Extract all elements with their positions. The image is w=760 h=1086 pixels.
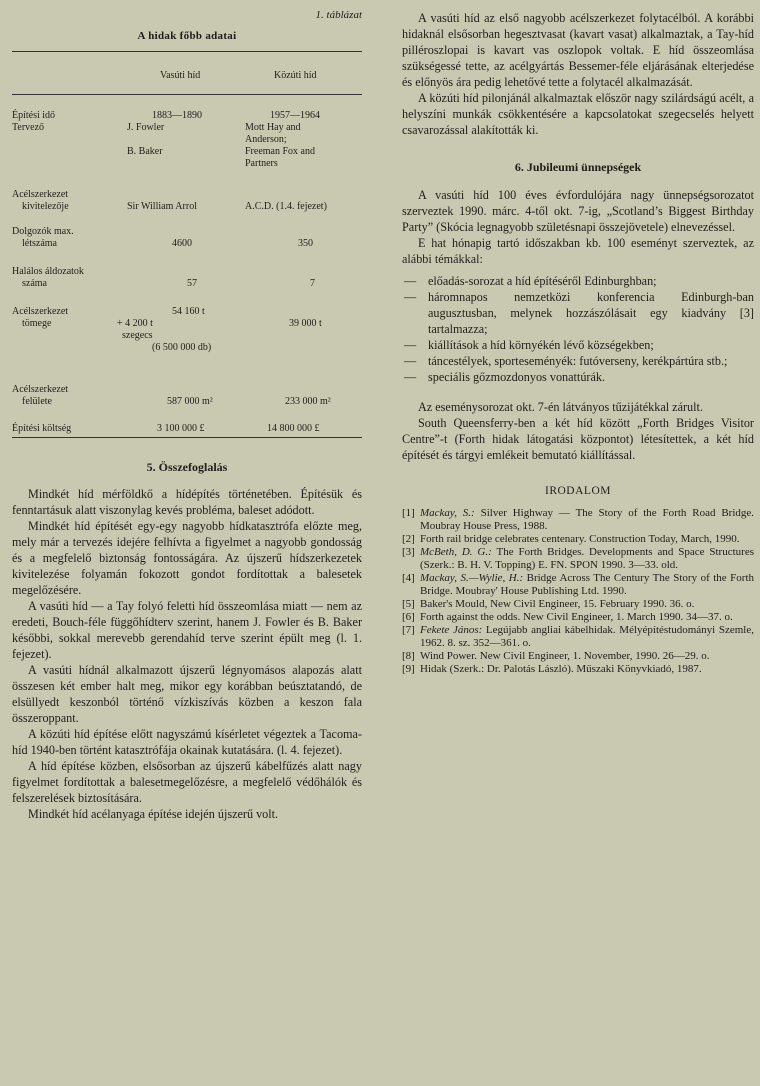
list-item [402, 273, 754, 289]
reference-item [402, 546, 754, 572]
table-title: A hidak főbb adatai [137, 30, 237, 42]
paragraph: A közúti híd pilonjánál alkalmaztak először nagy szilárdságú acélt, a helyszíni munkák csökkentésére a kapcsolatokat szegecselés helyett csavarozással alakították ki. [402, 91, 754, 137]
row-label: Halálos áldozatok [12, 266, 84, 277]
list-dash: — [404, 354, 417, 368]
list-item-text: háromnapos nemzetközi konferencia Edinburgh-ban augusztusban, melynek hozzászólásait egy kiadvány [3] tartalmazza; [428, 290, 754, 336]
road-bridge-value: 39 000 t [289, 318, 322, 329]
reference-text: Legújabb angliai kábelhidak. Mélyépítéstudományi Szemle, 1962. 8. sz. 352—361. o. [420, 624, 754, 649]
reference-text: Hidak (Szerk.: Dr. Palotás László). Műszaki Könyvkiadó, 1987. [420, 663, 702, 675]
row-label: Építési költség [12, 423, 72, 434]
list-item [402, 369, 754, 385]
paragraph: A vasúti híd az első nagyobb acélszerkezet folytacélból. A korábbi hidaknál elsősorban hegesztvasat (kavart vasat) alkalmaztak, a Tay-híd pilléroszlopai is kavart vas oszlopok voltak. E híd összeomlása szükségessé tette, az acélgyártás Bessemer-féle eljárásának elterjedése és előnyös ára pedig lehetővé tette a folytacél alkalmazását. [402, 11, 754, 89]
reference-item [402, 572, 754, 598]
reference-text: Bridge Across The Century The Story of the Forth Bridge. Moubray' House Publishing Ltd. 1990. [420, 572, 755, 597]
reference-list [402, 507, 754, 676]
row-label: száma [22, 278, 47, 289]
reference-number: [4] [402, 572, 415, 584]
rail-bridge-value: 587 000 m² [167, 396, 213, 407]
reference-item [402, 650, 754, 663]
column-header-road: Közúti híd [274, 70, 317, 81]
list-item-text: előadás-sorozat a híd építéséről Edinburghban; [428, 274, 657, 288]
list-dash: — [404, 274, 417, 288]
rail-bridge-value: (6 500 000 db) [152, 342, 212, 353]
rail-bridge-value: B. Baker [127, 146, 163, 157]
reference-number: [3] [402, 546, 415, 558]
paragraph: A híd építése közben, elsősorban az újszerű kábelfűzés alatt nagy figyelmet fordítottak a balesetmegelőzésre, a megfelelő védőhálók és felszerelések biztosítására. [12, 759, 362, 805]
road-bridge-value: Mott Hay and [245, 122, 301, 133]
reference-number: [5] [402, 598, 415, 610]
list-dash: — [404, 338, 417, 352]
list-dash: — [404, 370, 417, 384]
rail-bridge-value: + 4 200 t [117, 318, 153, 329]
section-title: 6. Jubileumi ünnepségek [514, 160, 642, 174]
paragraph: South Queensferry-ben a két híd között „Forth Bridges Visitor Centre”-t (Forth hidak látogatási központot) létesítettek, a két híd építését és tárgyi emlékeit bemutató kiállítással. [402, 416, 754, 462]
list-item [402, 289, 754, 337]
table-top-rule [12, 51, 362, 52]
reference-item [402, 533, 754, 546]
row-label: Acélszerkezet [12, 384, 69, 395]
reference-text: Wind Power. New Civil Engineer, 1. November, 1990. 26—29. o. [420, 650, 710, 662]
reference-author: Mackay, S.—Wylie, H.: [420, 572, 524, 584]
list-dash: — [404, 290, 417, 304]
reference-item [402, 507, 754, 533]
reference-number: [2] [402, 533, 415, 545]
list-item [402, 337, 754, 353]
road-bridge-value: 7 [310, 278, 315, 289]
paragraph: Mindkét híd építését egy-egy nagyobb hídkatasztrófa előzte meg, mely már a tervezés idejére felhívta a figyelmet a nagyobb gondosság és a megfelelő biztonság fontosságára. Az újszerű hídszerkezetek kivitelezése folyamán fokozott gondot fordítottak a balesetek megelőzésére. [12, 519, 362, 597]
paragraph: Mindkét híd acélanyaga építése idején újszerű volt. [28, 807, 279, 821]
row-label: Dolgozók max. [12, 226, 74, 237]
road-bridge-value: A.C.D. (1.4. fejezet) [245, 201, 327, 212]
row-label: Acélszerkezet [12, 306, 69, 317]
road-bridge-value: Freeman Fox and [245, 146, 315, 157]
section-title: 5. Összefoglalás [146, 460, 228, 474]
road-bridge-value: 14 800 000 £ [267, 423, 320, 434]
list-item [402, 353, 754, 369]
road-bridge-value: 350 [298, 238, 313, 249]
paragraph: Mindkét híd mérföldkő a hídépítés történetében. Építésük és fenntartásuk alatt viszonylag kevés probléma, baleset adódott. [12, 487, 362, 517]
rail-bridge-value: 54 160 t [172, 306, 205, 317]
list-item-text: speciális gőzmozdonyos vonattúrák. [428, 370, 606, 384]
reference-text: Forth rail bridge celebrates centenary. Construction Today, March, 1990. [420, 533, 740, 545]
row-label: Építési idő [12, 110, 56, 121]
rail-bridge-value: szegecs [122, 330, 153, 341]
row-label: Tervező [12, 122, 45, 133]
reference-text: Forth against the odds. New Civil Engineer, 1. March 1990. 34—37. o. [420, 611, 733, 623]
row-label: kivitelezője [22, 201, 69, 212]
reference-text: Silver Highway — The Story of the Forth Road Bridge. Moubray House Press, 1988. [420, 507, 755, 532]
rail-bridge-value: Sir William Arrol [127, 201, 197, 212]
reference-item [402, 611, 754, 624]
row-label: Acélszerkezet [12, 189, 69, 200]
reference-author: McBeth, D. G.: [420, 546, 492, 558]
list-item-text: táncestélyek, sporteseményék: futóverseny, kerékpártúra stb.; [428, 354, 728, 368]
rail-bridge-value: J. Fowler [127, 122, 165, 133]
reference-text: Baker's Mould, New Civil Engineer, 15. February 1990. 36. o. [420, 598, 695, 610]
reference-item [402, 598, 754, 611]
road-bridge-value: 1957—1964 [270, 110, 320, 121]
row-label: felülete [22, 396, 52, 407]
paragraph: A vasúti hídnál alkalmazott újszerű légnyomásos alapozás alatt összesen két ember halt meg, mikor egy korábban beúsztatandó, de elsüllyedt keszonból történő vízkiszívás közben a keszon fala összeroppant. [12, 663, 362, 725]
reference-item [402, 624, 754, 650]
rail-bridge-value: 1883—1890 [152, 110, 202, 121]
reference-number: [7] [402, 624, 415, 636]
reference-item [402, 663, 754, 676]
table-bottom-rule [12, 437, 362, 438]
row-label: létszáma [22, 238, 57, 249]
paragraph: Az eseménysorozat okt. 7-én látványos tűzijátékkal zárult. [418, 400, 703, 414]
reference-number: [8] [402, 650, 415, 662]
materials-text [402, 10, 754, 138]
rail-bridge-value: 57 [187, 278, 197, 289]
section-body [12, 486, 362, 822]
references-title: IRODALOM [545, 485, 611, 497]
list-item-text: kiállítások a híd környékén lévő községekben; [428, 338, 654, 352]
reference-author: Fekete János: [420, 624, 483, 636]
paragraph: A vasúti híd 100 éves évfordulójára nagy ünnepségsorozatot szerveztek 1990. márc. 4-től okt. 7-ig, „Scotland’s Biggest Birthday Party” (Skócia legnagyobb születésnapi összejövetele) elnevezéssel. [402, 188, 754, 234]
table-number: 1. táblázat [315, 9, 362, 21]
right-column [402, 10, 754, 676]
road-bridge-value: 233 000 m² [285, 396, 331, 407]
reference-text: The Forth Bridges. Developments and Space Structures (Szerk.: B. H. V. Topping) E. FN. SPON 1990. 3—33. old. [420, 546, 754, 571]
paragraph: A közúti híd építése előtt nagyszámú kísérletet végeztek a Tacoma-híd 1940-ben történt katasztrófája okainak kutatására. (l. 4. fejezet). [12, 727, 362, 757]
event-list [402, 273, 754, 385]
rail-bridge-value: 3 100 000 £ [157, 423, 205, 434]
row-label: tömege [22, 318, 52, 329]
paragraph: A vasúti híd — a Tay folyó feletti híd összeomlása miatt — nem az eredeti, Bouch-féle függőhídterv szerint, hanem J. Fowler és B. Baker későbbi, sokkal merevebb gerendahíd terve szerint épült meg (l. 1. fejezet). [12, 599, 362, 661]
reference-number: [1] [402, 507, 415, 519]
paragraph: E hat hónapig tartó időszakban kb. 100 eseményt szerveztek, az alábbi témákkal: [402, 236, 754, 266]
reference-number: [9] [402, 663, 415, 675]
table-header-rule [12, 94, 362, 95]
reference-author: Mackay, S.: [420, 507, 475, 519]
road-bridge-value: Partners [245, 158, 278, 169]
section-summary [12, 460, 362, 822]
reference-number: [6] [402, 611, 415, 623]
rail-bridge-value: 4600 [172, 238, 192, 249]
road-bridge-value: Anderson; [245, 134, 287, 145]
column-header-rail: Vasúti híd [160, 70, 201, 81]
